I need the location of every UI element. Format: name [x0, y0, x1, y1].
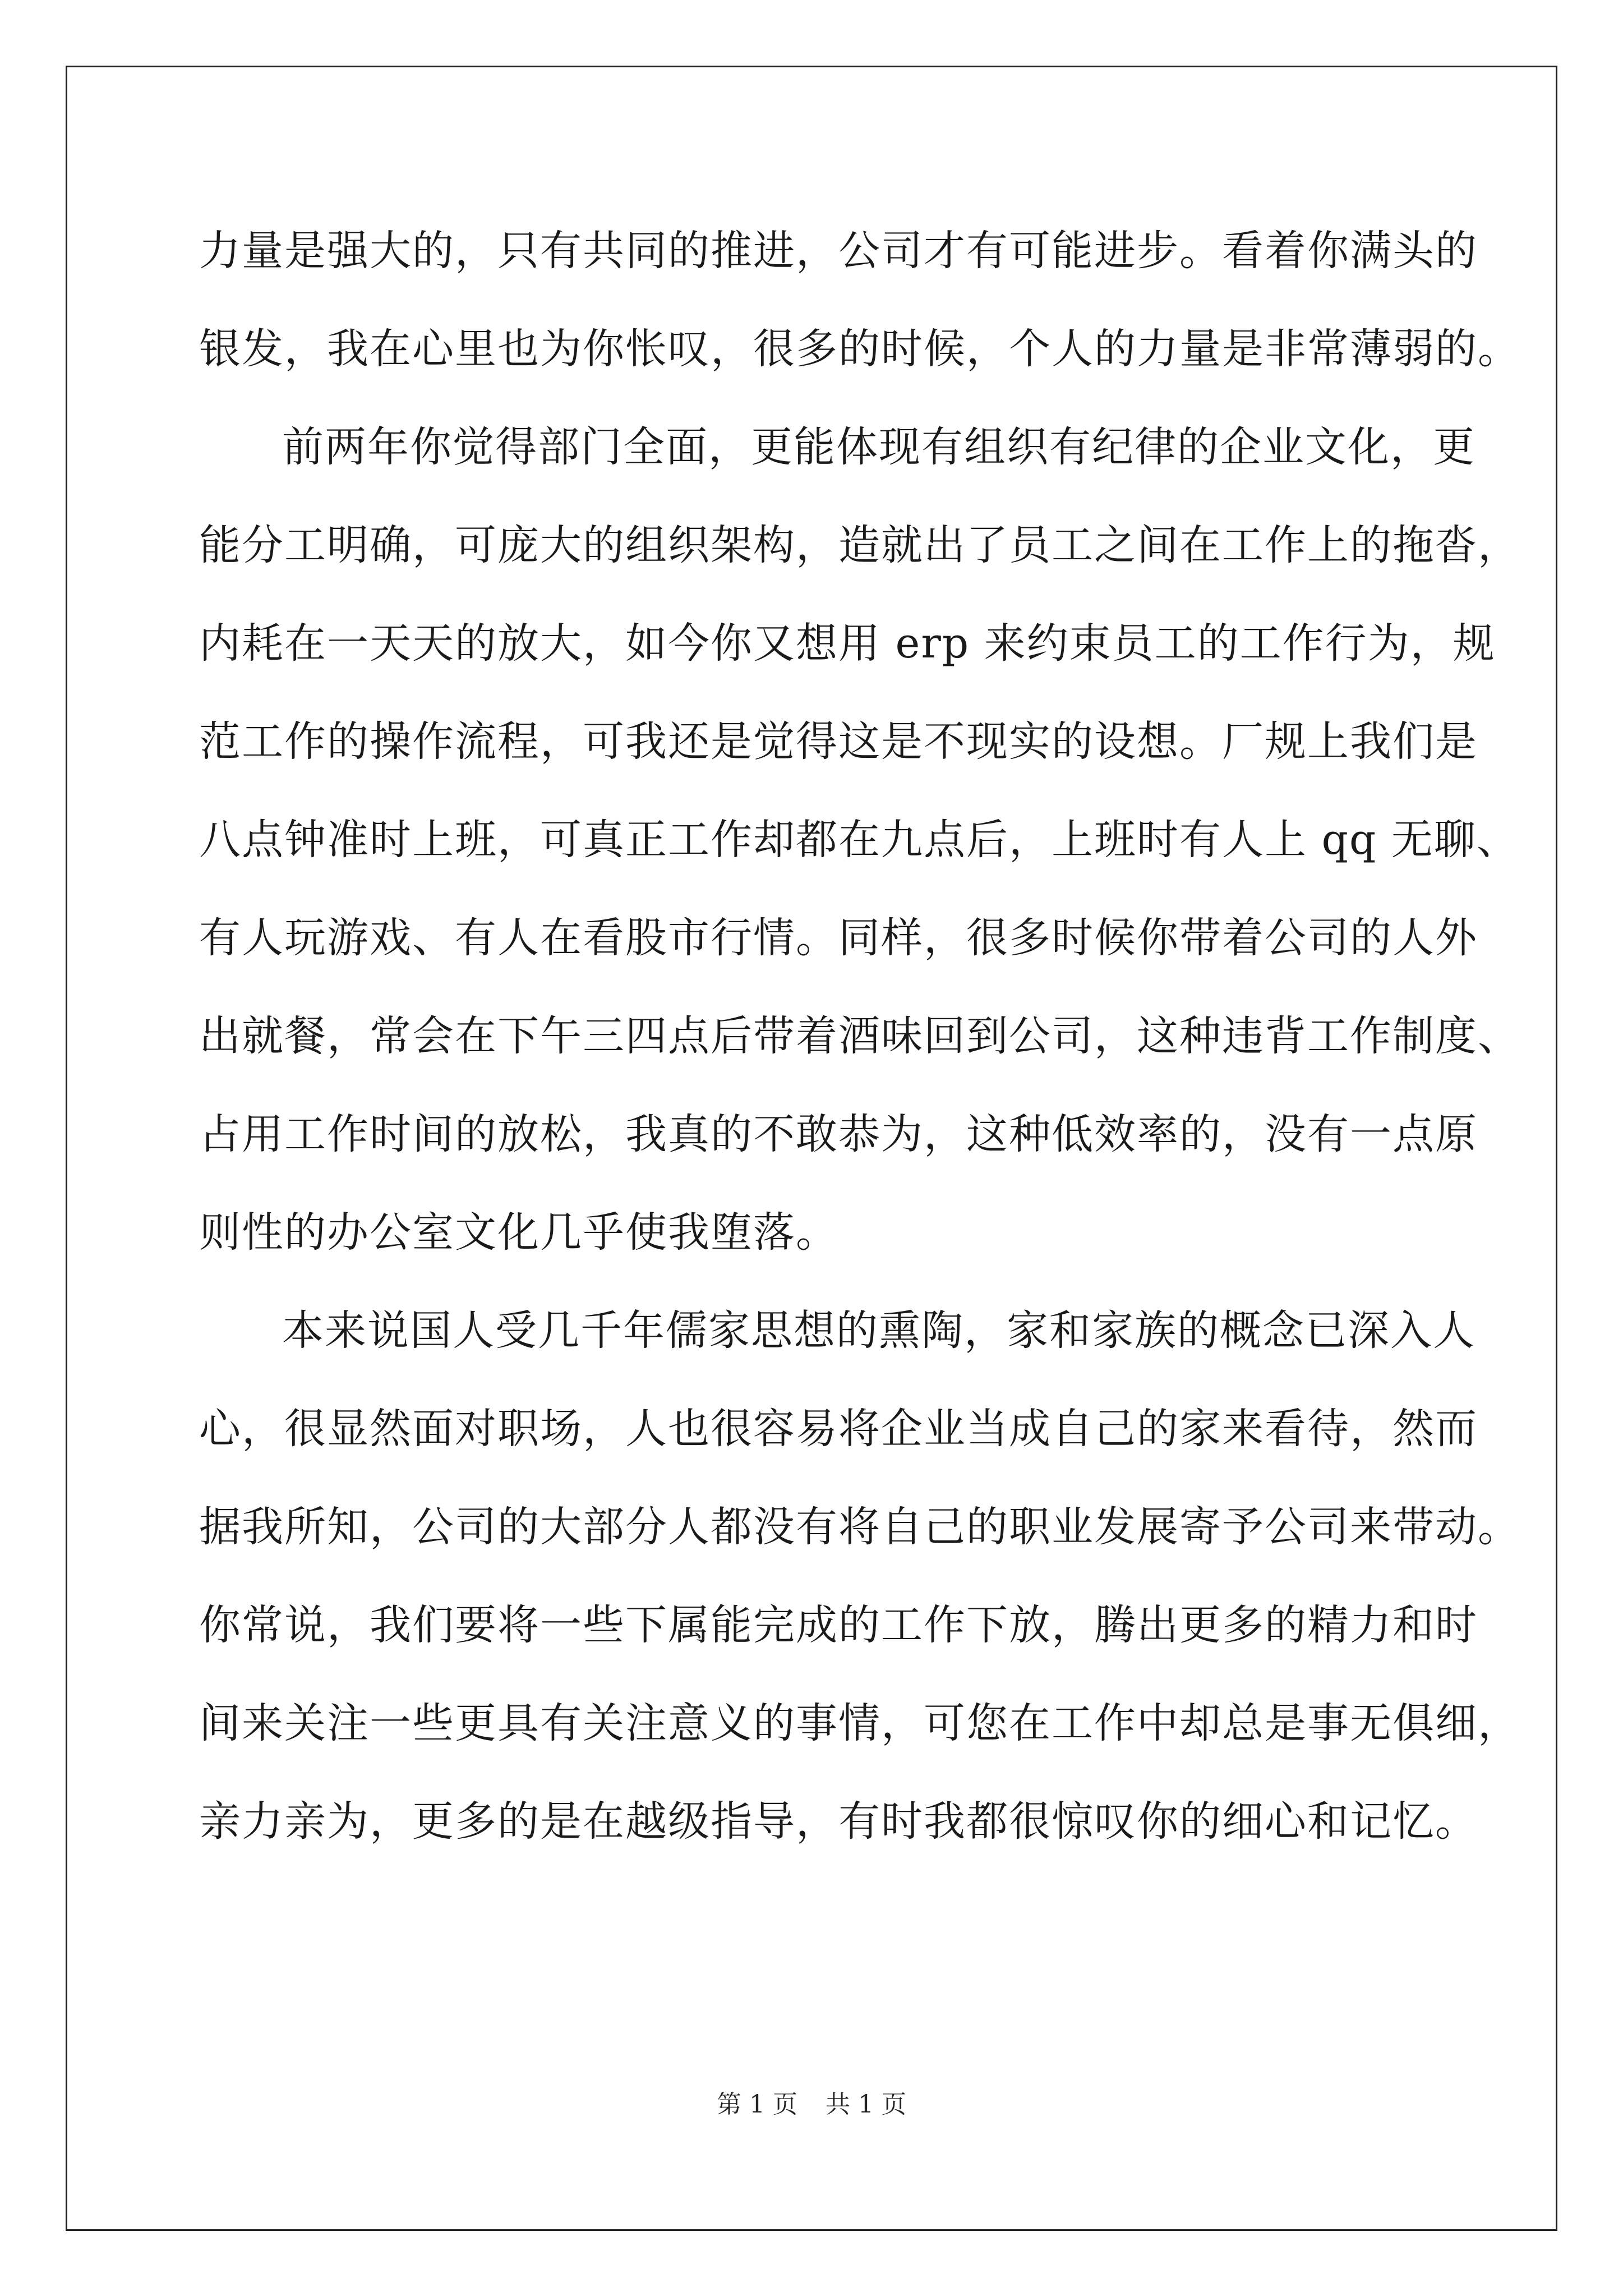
text-line: 八点钟准时上班，可真正工作却都在九点后，上班时有人上 qq 无聊、	[199, 816, 1519, 864]
text-line: 据我所知，公司的大部分人都没有将自己的职业发展寄予公司来带动。	[199, 1503, 1520, 1551]
text-line: 心，很显然面对职场，人也很容易将企业当成自己的家来看待，然而	[199, 1405, 1478, 1453]
document-body	[199, 202, 1520, 1871]
text-line: 你常说，我们要将一些下属能完成的工作下放，腾出更多的精力和时	[199, 1601, 1478, 1649]
page-number: 第 1 页	[717, 2090, 797, 2119]
text-line: 出就餐，常会在下午三四点后带着酒味回到公司，这种违背工作制度、	[199, 1012, 1520, 1060]
page-footer	[0, 2084, 1623, 2120]
text-line: 力量是强大的，只有共同的推进，公司才有可能进步。看着你满头的	[199, 227, 1478, 275]
text-line: 内耗在一天天的放大，如今你又想用 erp 来约束员工的工作行为，规	[199, 619, 1496, 668]
text-line: 亲力亲为，更多的是在越级指导，有时我都很惊叹你的细心和记忆。	[199, 1797, 1478, 1846]
text-line: 能分工明确，可庞大的组织架构，造就出了员工之间在工作上的拖沓，	[199, 521, 1520, 569]
text-line: 间来关注一些更具有关注意义的事情，可您在工作中却总是事无俱细，	[199, 1699, 1520, 1747]
page-total: 共 1 页	[826, 2090, 906, 2119]
paragraph-start-line: 前两年你觉得部门全面，更能体现有组织有纪律的企业文化，更	[282, 423, 1476, 471]
text-line: 银发，我在心里也为你怅叹，很多的时候，个人的力量是非常薄弱的。	[199, 325, 1520, 373]
text-line: 范工作的操作流程，可我还是觉得这是不现实的设想。厂规上我们是	[199, 717, 1478, 766]
text-line: 占用工作时间的放松，我真的不敢恭为，这种低效率的，没有一点原	[199, 1110, 1478, 1158]
paragraph-start-line: 本来说国人受几千年儒家思想的熏陶，家和家族的概念已深入人	[282, 1306, 1476, 1355]
text-line: 有人玩游戏、有人在看股市行情。同样，很多时候你带着公司的人外	[199, 914, 1478, 962]
paragraph-end-line: 则性的办公室文化几乎使我堕落。	[199, 1208, 838, 1257]
